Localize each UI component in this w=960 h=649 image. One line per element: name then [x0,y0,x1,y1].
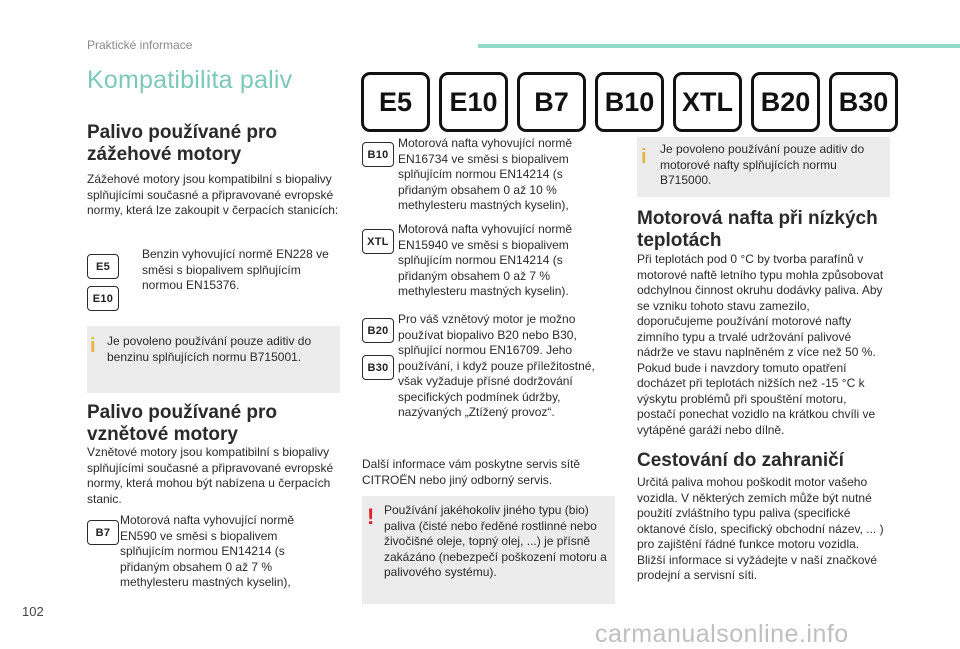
petrol-heading-line2: zážehové motory [87,144,242,165]
b7-description: Motorová nafta vyhovující normě EN590 ve směsi s biopalivem splňujícím normou EN14214 (s přidaným obsahem 0 až 7 % methylesteru mastných kyselin), [120,513,295,589]
diesel-intro: Vznětové motory jsou kompatibilní s biopalivy splňujícími současné a připravované evropské normy, která mohou být nabízena u čerpacích stanic. [87,445,334,506]
fuel-badge-b30: B30 [829,72,898,132]
badge-b30: B30 [362,355,394,380]
info-icon: i [90,335,96,357]
low-temp-heading-line2: teplotách [637,230,722,251]
service-note: Další informace vám poskytne servis sítě CITROËN nebo jiný odborný servis. [362,457,581,487]
fuel-badge-row [361,72,889,132]
fuel-badge-b20: B20 [751,72,820,132]
diesel-heading [87,402,347,446]
fuel-badge-b10: B10 [595,72,664,132]
badge-xtl: XTL [362,229,394,254]
badge-b20: B20 [362,318,394,343]
watermark: carmanualsonline.info [595,620,849,648]
info-icon: i [641,146,647,168]
fuel-badge-xtl: XTL [673,72,742,132]
low-temp-text: Při teplotách pod 0 °C by tvorba parafínů v motorové naftě letního typu mohla způsobovat odchylnou činnost okruhu dodávky paliva. Aby se vzniku tohoto stavu zamezilo, doporučujeme používání motorové nafty zimního typu a trvalé udržování palivové nádrže ve stavu naplněném z více než 50 %. Pokud bude i navzdory tomuto opatření docházet při teplotách nižších než -15 °C k výskytu problémů při spouštění motoru, postačí ponechat vozidlo na krátkou chvíli ve vytápěné garáži nebo dílně. [637,252,884,437]
fuel-badge-e10: E10 [439,72,508,132]
abroad-heading: Cestování do zahraničí [637,450,844,471]
badge-b7: B7 [87,520,119,545]
diesel-warning-text: Používání jakéhokoliv jiného typu (bio) paliva (čisté nebo ředěné rostlinné nebo živočišné oleje, topný olej, ...) je přísně zakázáno (nebezpečí poškození motoru a palivového systému). [384,503,607,579]
petrol-heading [87,122,347,166]
petrol-heading-line1: Palivo používané pro [87,122,278,143]
section-label: Praktické informace [87,38,193,52]
fuel-badge-b7: B7 [517,72,586,132]
xtl-description: Motorová nafta vyhovující normě EN15940 ve směsi s biopalivem splňujícím normou EN14214 (s přidaným obsahem 0 až 7 % methylesteru mastných kyselin). [398,222,573,298]
diesel-heading-line2: vznětové motory [87,424,238,445]
low-temp-heading [637,208,907,252]
page-number: 102 [22,604,44,619]
diesel-warning-box [362,496,615,604]
petrol-intro: Zážehové motory jsou kompatibilní s biopalivy splňujícími současné a připravované evropské normy, která lze zakoupit v čerpacích stanicích: [87,172,339,217]
abroad-text: Určitá paliva mohou poškodit motor vašeho vozidla. V některých zemích může být nutné použití zvláštního typu paliva (specifické oktanové číslo, specifický obchodní název, ... ) pro zajištění řádné funkce motoru vozidla. Bližší informace si vyžádejte v naší značkové prodejní a servisní síti. [637,475,884,582]
warning-icon: ! [367,504,375,529]
petrol-info-text: Je povoleno používání pouze aditiv do benzinu splňujících normu B715001. [107,334,312,364]
badge-b10: B10 [362,142,394,167]
diesel-heading-line1: Palivo používané pro [87,402,278,423]
diesel-info-text: Je povoleno používání pouze aditiv do motorové nafty splňujících normu B715000. [660,142,865,187]
badge-e5: E5 [87,254,119,279]
low-temp-heading-line1: Motorová nafta při nízkých [637,208,878,229]
petrol-info-box [87,326,340,393]
b10-description: Motorová nafta vyhovující normě EN16734 ve směsi s biopalivem splňujícím normou EN14214 (s přidaným obsahem 0 až 10 % methylesteru mastných kyselin), [398,136,573,212]
badge-e10: E10 [87,286,119,311]
fuel-badge-e5: E5 [361,72,430,132]
e5-e10-description: Benzin vyhovující normě EN228 ve směsi s biopalivem splňujícím normou EN15376. [142,247,329,292]
header-accent-bar [478,44,960,48]
diesel-info-box [637,137,890,197]
b20-b30-description: Pro váš vznětový motor je možno používat biopalivo B20 nebo B30, splňující normou EN16709. Jeho používání, i když pouze příležitostné, však vyžaduje přísné dodržování specifických podmínek údržby, nazývaných „Ztížený provoz“. [398,312,595,419]
page-title: Kompatibilita paliv [87,66,293,94]
